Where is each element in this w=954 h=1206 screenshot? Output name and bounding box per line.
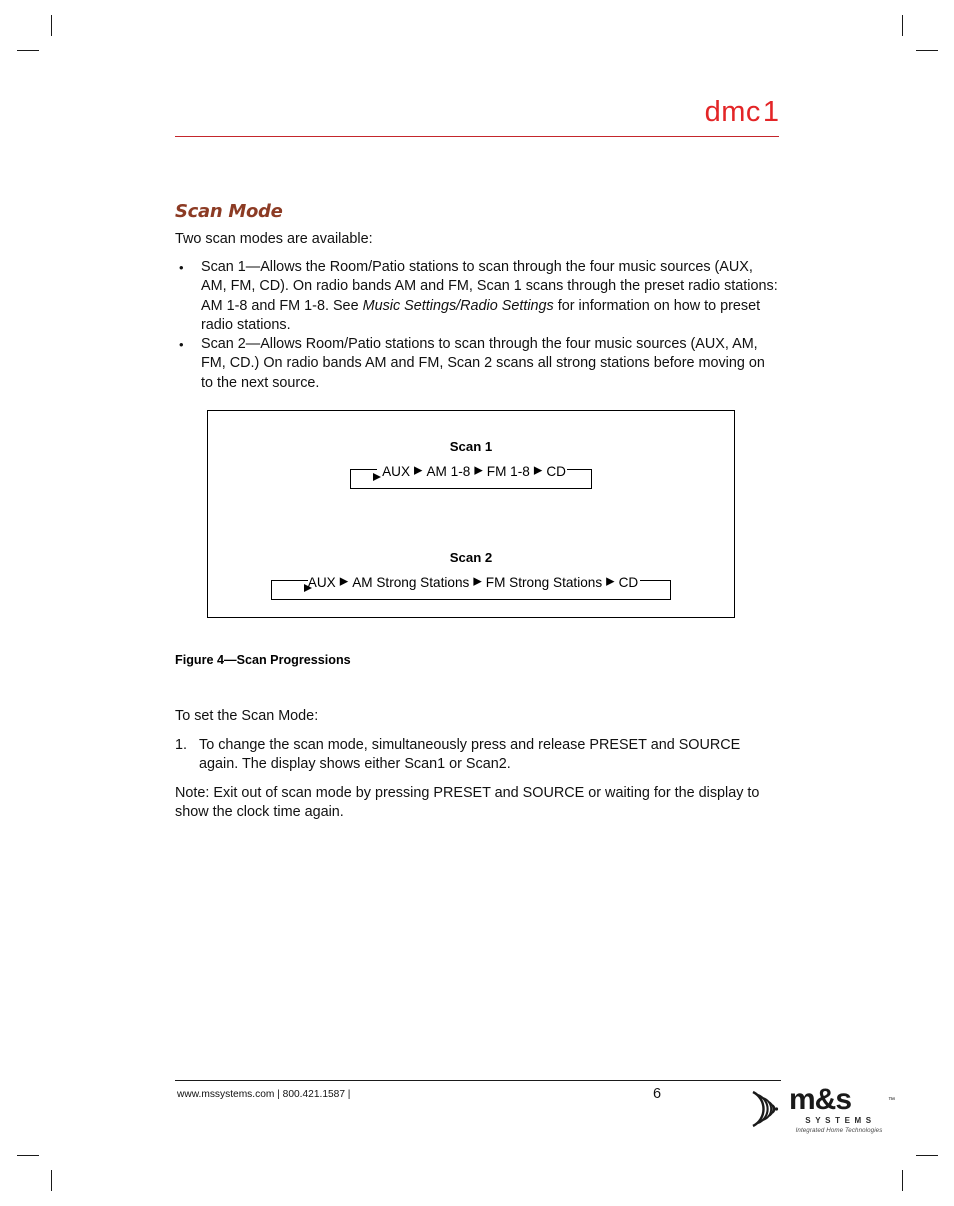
- crop-mark-top-left-vertical: [51, 15, 52, 36]
- bullet-text-part-2: for information on how to preset radio stations.: [201, 297, 761, 333]
- page-header: [175, 98, 779, 137]
- step-text: To change the scan mode, simultaneously press and release PRESET and SOURCE again. The display shows either Scan1 or Scan2.: [199, 737, 741, 773]
- sound-waves-icon: [745, 1088, 787, 1130]
- scan-1-diagram: [208, 439, 734, 492]
- bullet-text-part-1: Scan 2—Allows Room/Patio stations to scan through the four music sources (AUX, AM, FM, CD.) On radio bands AM and FM, Scan 2 scans all strong stations before moving on to the next source.: [201, 336, 765, 391]
- page-number: 6: [653, 1086, 662, 1102]
- list-item: [175, 258, 779, 335]
- footer-contact: www.mssystems.com | 800.421.1587 |: [177, 1089, 351, 1100]
- crop-mark-bottom-left-vertical: [51, 1170, 52, 1191]
- scan-1-item-2: AM 1-8: [426, 463, 471, 479]
- figure-scan-progressions: [207, 410, 735, 618]
- logo-tagline: Integrated Home Technologies: [795, 1127, 883, 1134]
- intro-paragraph: Two scan modes are available:: [175, 231, 373, 247]
- page-content: [175, 0, 779, 1206]
- scan-2-item-4: CD: [618, 574, 639, 590]
- scan-2-diagram: [208, 550, 734, 603]
- crop-mark-bottom-left-horizontal: [17, 1155, 39, 1156]
- bullet-marker: •: [179, 260, 184, 275]
- brand-wordmark: [175, 98, 779, 127]
- logo-text-block: [789, 1083, 895, 1134]
- step-number: 1.: [175, 737, 188, 753]
- crop-mark-bottom-right-horizontal: [916, 1155, 938, 1156]
- scan-1-loop: [350, 462, 592, 492]
- list-item: [175, 736, 779, 775]
- scan-2-item-2: AM Strong Stations: [352, 574, 470, 590]
- brand-model-number: 1: [762, 96, 779, 128]
- scan-1-sequence: [350, 462, 592, 480]
- scan-1-item-4: CD: [546, 463, 566, 479]
- instructions-lead-in: To set the Scan Mode:: [175, 708, 319, 724]
- scan-2-item-1: AUX: [307, 574, 336, 590]
- crop-mark-bottom-right-vertical: [902, 1170, 903, 1191]
- triangle-right-icon: ▶: [414, 464, 423, 476]
- bullet-marker: •: [179, 337, 184, 353]
- note-paragraph: Note: Exit out of scan mode by pressing PRESET and SOURCE or waiting for the display to show the clock time again.: [175, 785, 760, 821]
- bullet-text-part-1: Scan 1—Allows the Room/Patio stations to scan through the four music sources (AUX, AM, FM, CD). On radio bands AM and FM, Scan 1 scans through the preset radio stations: AM 1-8 and FM 1-8. See: [201, 259, 778, 314]
- scan-2-item-3: FM Strong Stations: [485, 574, 603, 590]
- page-title: Scan Mode: [175, 201, 283, 222]
- list-item-text: [201, 335, 779, 393]
- scan-2-title: Scan 2: [449, 550, 493, 565]
- triangle-right-icon: ▶: [606, 575, 615, 587]
- crop-mark-top-left-horizontal: [17, 50, 39, 51]
- scan-mode-bullet-list: [175, 258, 779, 393]
- scan-1-title: Scan 1: [449, 439, 493, 454]
- triangle-right-icon: ▶: [473, 575, 482, 587]
- list-item: [175, 335, 779, 393]
- list-item-text: [201, 258, 779, 335]
- footer-divider: [175, 1080, 779, 1081]
- logo-wordmark: [789, 1083, 895, 1116]
- triangle-right-icon: ▶: [474, 464, 483, 476]
- scan-1-item-3: FM 1-8: [486, 463, 530, 479]
- instruction-steps: [175, 736, 779, 775]
- scan-2-sequence: [271, 573, 671, 591]
- logo-wordmark-text: m&s: [789, 1083, 852, 1116]
- triangle-right-icon: ▶: [339, 575, 349, 587]
- crop-mark-top-right-vertical: [902, 15, 903, 36]
- scan-2-loop: [271, 573, 671, 603]
- crop-mark-top-right-horizontal: [916, 50, 938, 51]
- company-logo: [745, 1079, 895, 1137]
- logo-divider: [735, 1080, 781, 1081]
- brand-name: dmc: [704, 96, 761, 128]
- triangle-right-icon: ▶: [533, 464, 543, 476]
- header-divider: [175, 136, 779, 137]
- bullet-italic-reference: Music Settings/Radio Settings: [362, 297, 554, 314]
- trademark-icon: ™: [888, 1097, 895, 1104]
- figure-caption: Figure 4—Scan Progressions: [175, 653, 351, 667]
- scan-1-item-1: AUX: [382, 463, 411, 479]
- logo-systems-text: SYSTEMS: [805, 1116, 876, 1125]
